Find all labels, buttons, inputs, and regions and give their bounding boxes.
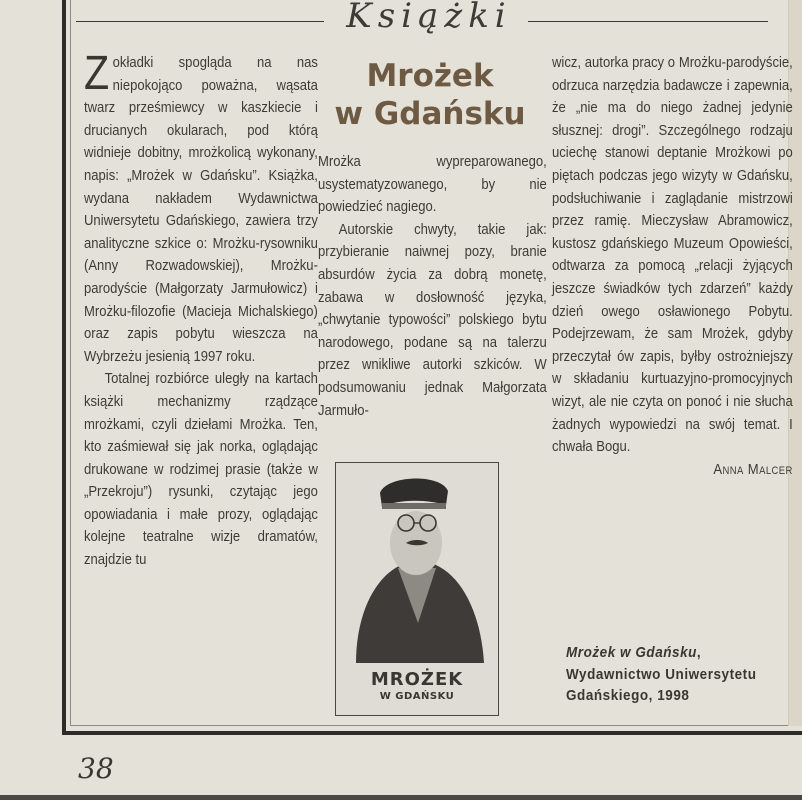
cover-caption-title: MROŻEK (370, 669, 464, 690)
section-header (76, 0, 788, 42)
paragraph: Autorskie chwyty, takie jak: przybieranie naiwnej pozy, branie absurdów życia za dobrą monetę, zabawa w dosłowność języka, „chwytanie typowości” polskiego bytu narodowego, podane są na talerzu przez wnikliwe autorki szkiców. W podsumowaniu jednak Małgorzata Jarmuło- (318, 220, 547, 419)
book-publication-details: , Wydawnictwo Uniwersytetu Gdańskiego, 1998 (566, 644, 757, 704)
paragraph (84, 47, 318, 368)
paragraph: Totalnej rozbiórce uległy na kartach książki mechanizmy rządzące mrożkami, czyli dziełami Mrożka. Ten, kto zaśmiewał się jak norka, oglądając drukowane w rodzimej prasie (także w „Przekroju”) rysunki, czytając jego opowiadania i małe prozy, oglądając kolejne teatralne wizje dramatów, znajdzie tu (84, 370, 318, 569)
paragraph-text: okładki spogląda na nas niepokojąco poważna, wąsata twarz prześmiewcy w kaszkiecie i drucianych okularach, pod którą widnieje dobitny, mrożkolicą wykonany, napis: „Mrożek w Gdańsku”. Książka, wydana nakładem Wydawnictwa Uniwersytetu Gdańskiego, zawiera trzy analityczne szkice o: Mrożku-rysowniku (Anny Rozwadowskiej), Mrożku-parodyście (Małgorzaty Jarmułowicz) i Mrożku-filozofie (Macieja Michalskiego) oraz zapis pobytu wieszcza na Wybrzeżu jesienią 1997 roku. (84, 54, 318, 365)
article-column-1 (84, 47, 318, 572)
article-column-2 (318, 151, 547, 422)
bibliographic-note (566, 642, 773, 707)
scan-bottom-edge (0, 795, 802, 800)
drop-cap: Z (84, 47, 110, 100)
book-cover-illustration (335, 462, 499, 716)
paragraph: wicz, autorka pracy o Mrożku-parodyście, odrzuca narzędzia badawcze i zapewnia, że „nie ma do niego żadnej jedynie słusznej: drogi”. Szczególnego rodzaju uciechę stanowi deptanie Mrożkowi po piętach podczas jego wizyty w Gdańsku, podsłuchiwanie i zaglądanie mistrzowi przez ramię. Mieczysław Abramowicz, kustosz gdańskiego Muzeum Opowieści, odtwarza za pomocą „relacji żyjących jeszcze świadków tych zdarzeń” każdy dzień owego osławionego Pobytu. Podejrzewam, że sam Mrożek, gdyby przeczytał ów zapis, byłby ostrożniejszy w składaniu kurtuazyjno-promocyjnych wizyt, ale nie czyta on ponoć i nie słucha żadnych wypowiedzi na swój temat. I chwała Bogu. (552, 54, 793, 456)
cover-caption-subtitle: W GDAŃSKU (379, 691, 455, 702)
headline-line-1: Mrożek (366, 58, 494, 94)
book-title: Mrożek w Gdańsku (566, 644, 697, 661)
article-headline (312, 57, 548, 133)
headline-line-2: w Gdańsku (334, 96, 526, 132)
frame-inner-rule-left (70, 0, 71, 725)
section-title: Książki (346, 0, 512, 36)
frame-inner-rule-bottom (70, 725, 802, 726)
article-column-3 (552, 52, 793, 481)
frame-border-bottom (62, 731, 802, 735)
author-signature: Anna Malcer (713, 460, 793, 478)
paragraph: Mrożka wypreparowanego, usystematyzowanego, by nie powiedzieć nagiego. (318, 153, 547, 216)
page-number: 38 (78, 752, 114, 785)
header-rule-left (76, 21, 324, 22)
frame-border-left (62, 0, 66, 735)
header-rule-right (528, 21, 768, 22)
